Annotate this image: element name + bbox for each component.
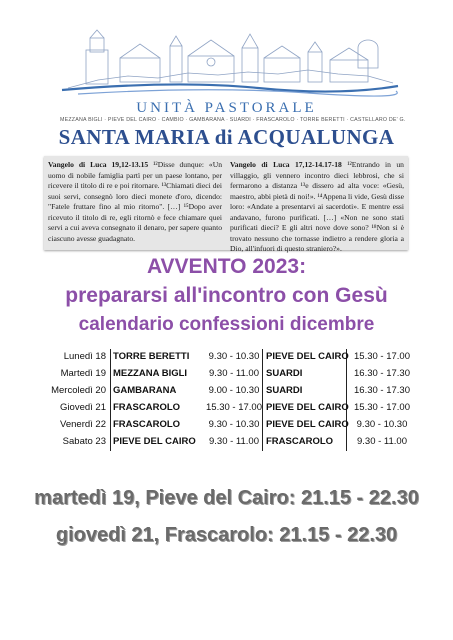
day-label: Mercoledì 20 [51, 385, 106, 396]
day-label: Martedì 19 [60, 368, 106, 379]
evening-confession-1: martedì 19, Pieve del Cairo: 21.15 - 22.30 [34, 487, 419, 509]
day-label: Venerdì 22 [60, 419, 106, 430]
gospel-box [44, 156, 408, 253]
morning-time: 15.30 - 17.00 [206, 402, 262, 413]
morning-place: PIEVE DEL CAIRO [113, 436, 196, 447]
parish-title: SANTA MARIA di ACQUALUNGA [58, 125, 395, 149]
afternoon-time: 16.30 - 17.30 [354, 385, 410, 396]
afternoon-place: PIEVE DEL CAIRO [266, 402, 349, 413]
afternoon-place: SUARDI [266, 368, 303, 379]
table-row [40, 417, 420, 434]
morning-time: 9.30 - 11.00 [208, 368, 259, 379]
afternoon-time: 15.30 - 17.00 [354, 402, 410, 413]
gospel-column-right [230, 160, 404, 255]
parishes-list: MEZZANA BIGLI · PIEVE DEL CAIRO · CAMBIO · GAMBARANA · SUARDI · FRASCAROLO · TORRE BERETTI · CASTELLARO DE' G. [60, 117, 406, 123]
morning-place: FRASCAROLO [113, 419, 181, 430]
table-row [40, 349, 420, 366]
day-label: Lunedì 18 [63, 351, 106, 362]
table-row [40, 366, 420, 383]
confession-schedule-table [40, 349, 420, 451]
gospel-ref-left: Vangelo di Luca 19,12-13.15 [48, 160, 149, 169]
afternoon-place: PIEVE DEL CAIRO [266, 419, 349, 430]
morning-place: MEZZANA BIGLI [113, 368, 188, 379]
morning-time: 9.30 - 11.00 [208, 436, 259, 447]
table-row [40, 383, 420, 400]
day-label: Giovedì 21 [60, 402, 106, 413]
morning-time: 9.30 - 10.30 [208, 419, 260, 430]
evening-confession-2: giovedì 21, Frascarolo: 21.15 - 22.30 [55, 524, 398, 546]
avvento-heading: AVVENTO 2023: [146, 255, 307, 278]
afternoon-time: 15.30 - 17.00 [354, 351, 410, 362]
church-skyline-logo [58, 28, 402, 98]
gospel-text-left: ¹²Disse dunque: «Un uomo di nobile famiglia partì per un paese lontano, per ricevere il titolo di re e poi ritornare. ¹³Chiamati dieci dei suoi servi, consegnò loro dieci monete d'oro, dicendo: "Fatele fruttare fino al mio ritorno". […] ¹⁵Dopo aver ricevuto il titolo di re, egli ritornò e fece chiamare quei servi a cui aveva consegnato il denaro, per sapere quanto ciascuno avesse guadagnato. [48, 160, 222, 243]
morning-place: FRASCAROLO [113, 402, 181, 413]
calendar-heading: calendario confessioni dicembre [78, 314, 375, 335]
gospel-text-right: ¹²Entrando in un villaggio, gli vennero incontro dieci lebbrosi, che si fermarono a distanza ¹³e dissero ad alta voce: «Gesù, maestro, abbi pietà di noi!». ¹⁴Appena li vide, Gesù disse loro: «Andate a presentarvi ai sacerdoti». E mentre essi andavano, furono purificati. […] «Non ne sono stati purificati dieci? E gli altri nove dove sono? ¹⁸Non si è trovato nessuno che tornasse indietro a rendere gloria a Dio, all'infuori di questo straniero?». [230, 160, 404, 253]
gospel-ref-right: Vangelo di Luca 17,12-14.17-18 [230, 160, 342, 169]
afternoon-place: SUARDI [266, 385, 303, 396]
afternoon-time: 9.30 - 11.00 [356, 436, 407, 447]
gospel-column-left [48, 160, 222, 244]
table-row [40, 400, 420, 417]
unita-pastorale-label: UNITÀ PASTORALE [136, 100, 317, 116]
morning-time: 9.30 - 10.30 [208, 351, 260, 362]
morning-place: GAMBARANA [113, 385, 177, 396]
afternoon-time: 16.30 - 17.30 [354, 368, 410, 379]
morning-place: TORRE BERETTI [113, 351, 190, 362]
afternoon-place: FRASCAROLO [266, 436, 334, 447]
prepare-heading: prepararsi all'incontro con Gesù [65, 284, 388, 307]
table-row [40, 434, 420, 451]
afternoon-time: 9.30 - 10.30 [356, 419, 408, 430]
day-label: Sabato 23 [62, 436, 106, 447]
morning-time: 9.00 - 10.30 [208, 385, 260, 396]
afternoon-place: PIEVE DEL CAIRO [266, 351, 349, 362]
